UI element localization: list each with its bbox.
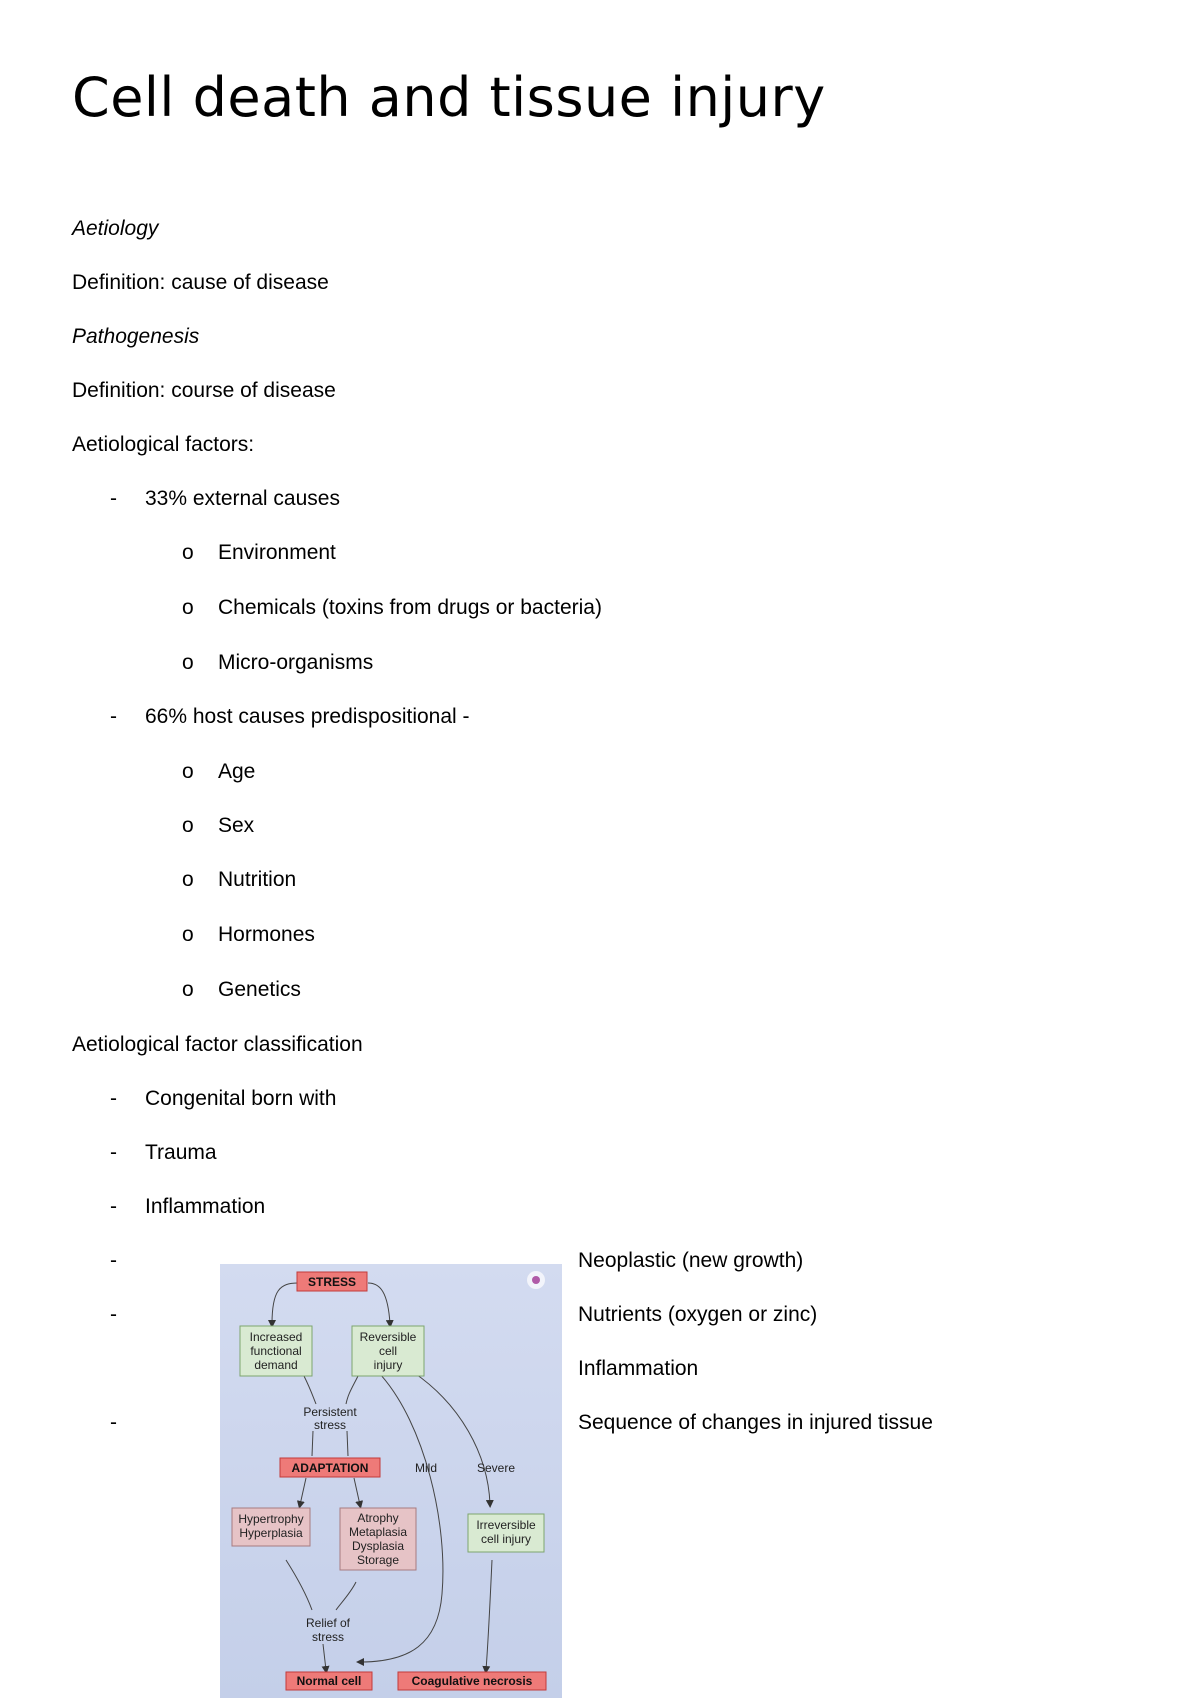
page-title: Cell death and tissue injury [72, 66, 826, 129]
sub-bullet: o [182, 541, 194, 564]
sub-bullet: o [182, 760, 194, 783]
persistent-stress-label: Persistent [303, 1405, 357, 1419]
normal-cell-label: Normal cell [296, 1674, 362, 1688]
severe-label: Severe [476, 1461, 516, 1475]
aetiology-definition: Definition: cause of disease [72, 271, 329, 294]
corner-logo-dot-icon [532, 1276, 540, 1284]
reversible-injury-box [352, 1326, 424, 1376]
sub-item-nutrition: Nutrition [218, 868, 297, 891]
atrophy-box [340, 1508, 416, 1570]
reversible-injury-line: cell [378, 1344, 398, 1358]
relief-of-stress-label: Relief of [305, 1616, 351, 1630]
sub-item-environment: Environment [218, 541, 336, 564]
irreversible-injury-box [468, 1514, 544, 1552]
increased-demand-line: Increased [249, 1330, 303, 1344]
atrophy-line: Metaplasia [348, 1525, 408, 1539]
list-item-neoplastic: Neoplastic (new growth) [578, 1249, 804, 1272]
persistent-stress-label: stress [313, 1418, 347, 1432]
sub-item-micro-organisms: Micro-organisms [218, 651, 374, 674]
list-bullet: - [110, 1303, 117, 1326]
increased-demand-box [240, 1326, 312, 1376]
pathogenesis-heading: Pathogenesis [72, 325, 200, 348]
aetiology-heading: Aetiology [72, 217, 159, 240]
sub-bullet: o [182, 814, 194, 837]
sub-bullet: o [182, 923, 194, 946]
list-item-host-causes: 66% host causes predispositional - [145, 705, 470, 728]
irreversible-injury-line: Irreversible [476, 1518, 536, 1532]
sub-item-chemicals: Chemicals (toxins from drugs or bacteria) [218, 596, 602, 619]
sub-item-genetics: Genetics [218, 978, 301, 1001]
increased-demand-line: functional [250, 1344, 302, 1358]
list-item-inflammation-2: Inflammation [578, 1357, 699, 1380]
list-bullet: - [110, 1141, 117, 1164]
list-bullet: - [110, 1249, 117, 1272]
list-bullet: - [110, 487, 117, 510]
sub-item-age: Age [218, 760, 256, 783]
list-item-trauma: Trauma [145, 1141, 217, 1164]
sub-item-sex: Sex [218, 814, 255, 837]
reversible-injury-line: Reversible [359, 1330, 417, 1344]
coagulative-necrosis-box [398, 1672, 546, 1690]
normal-cell-box [286, 1672, 372, 1690]
list-item-nutrients: Nutrients (oxygen or zinc) [578, 1303, 818, 1326]
atrophy-line: Atrophy [357, 1511, 399, 1525]
hypertrophy-box [232, 1508, 310, 1546]
factors-heading: Aetiological factors: [72, 433, 255, 456]
list-bullet: - [110, 705, 117, 728]
sub-bullet: o [182, 651, 194, 674]
reversible-injury-line: injury [373, 1358, 403, 1372]
cell-injury-diagram [220, 1264, 562, 1698]
adaptation-box [280, 1458, 380, 1477]
list-bullet: - [110, 1087, 117, 1110]
increased-demand-line: demand [254, 1358, 298, 1372]
classification-heading: Aetiological factor classification [72, 1033, 363, 1056]
adaptation-label: ADAPTATION [291, 1461, 369, 1475]
pathogenesis-definition: Definition: course of disease [72, 379, 336, 402]
stress-label: STRESS [307, 1275, 357, 1289]
hypertrophy-line: Hypertrophy [238, 1512, 304, 1526]
atrophy-line: Dysplasia [351, 1539, 405, 1553]
mild-label: Mild [414, 1461, 438, 1475]
atrophy-line: Storage [356, 1553, 400, 1567]
list-bullet: - [110, 1411, 117, 1434]
list-item-inflammation: Inflammation [145, 1195, 266, 1218]
list-bullet: - [110, 1195, 117, 1218]
list-item-sequence: Sequence of changes in injured tissue [578, 1411, 933, 1434]
hypertrophy-line: Hyperplasia [239, 1526, 303, 1540]
sub-item-hormones: Hormones [218, 923, 315, 946]
sub-bullet: o [182, 868, 194, 891]
list-item-congenital: Congenital born with [145, 1087, 337, 1110]
irreversible-injury-line: cell injury [480, 1532, 532, 1546]
sub-bullet: o [182, 978, 194, 1001]
list-item-external-causes: 33% external causes [145, 487, 340, 510]
stress-box [297, 1272, 367, 1291]
coagulative-necrosis-label: Coagulative necrosis [411, 1674, 533, 1688]
sub-bullet: o [182, 596, 194, 619]
relief-of-stress-label: stress [311, 1630, 345, 1644]
